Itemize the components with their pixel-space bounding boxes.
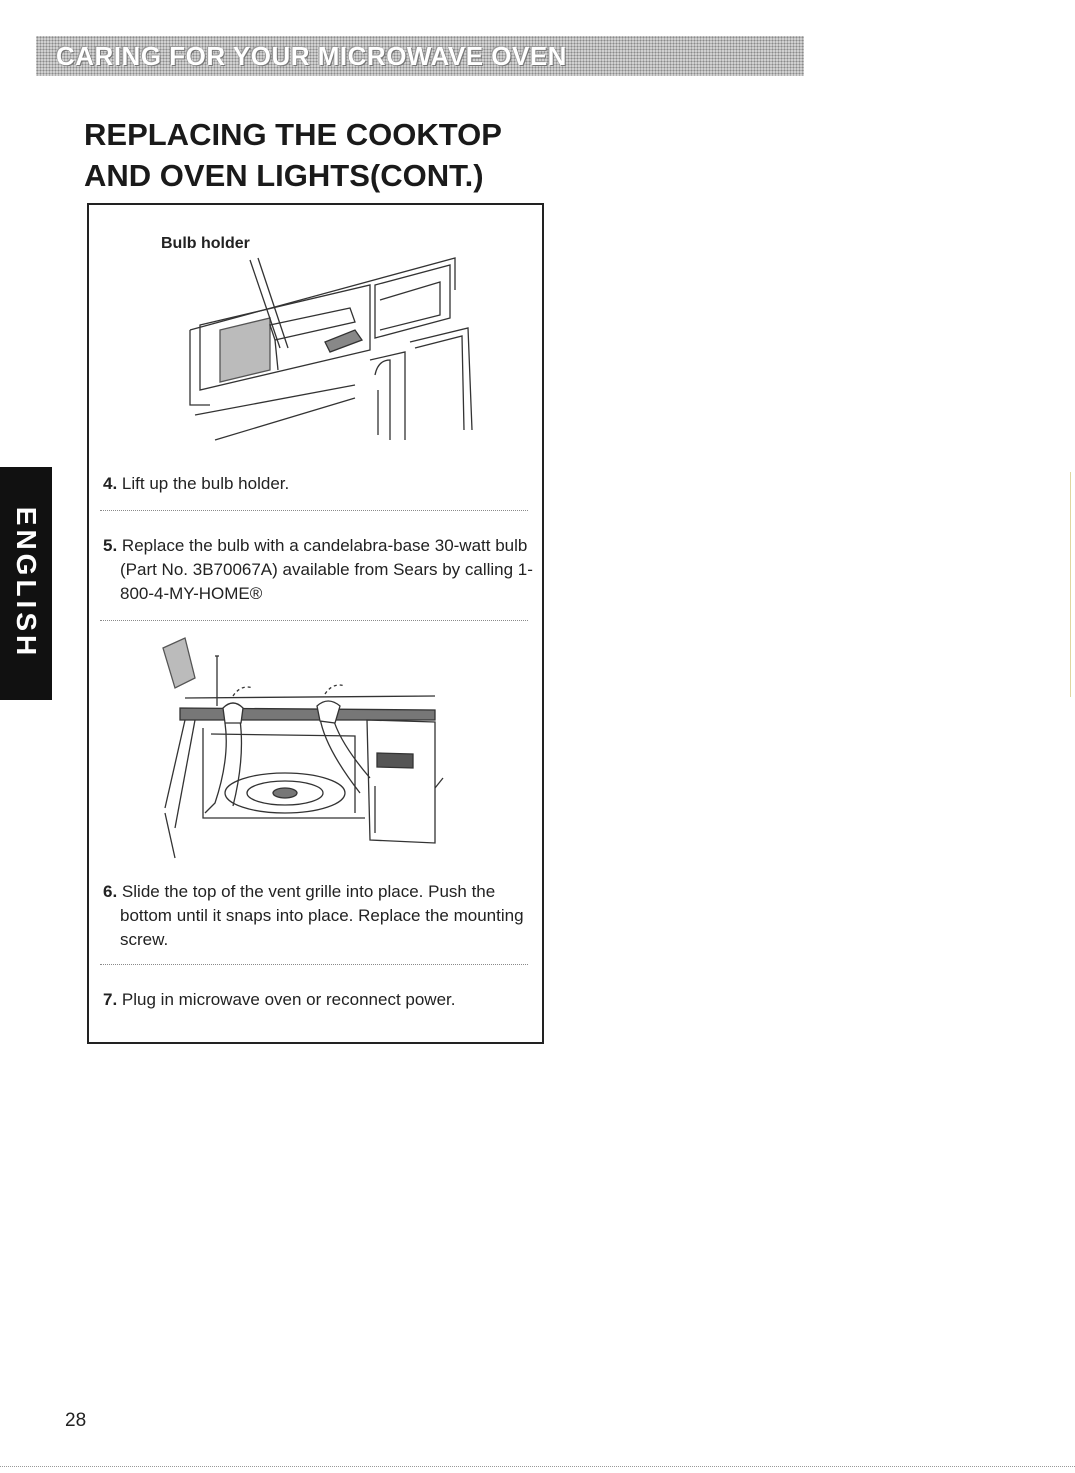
- vent-grille-illustration: [145, 628, 455, 868]
- step-7-text: Plug in microwave oven or reconnect power.: [121, 990, 456, 1009]
- bottom-rule: [0, 1466, 1075, 1467]
- page-title: [84, 114, 502, 196]
- step-6: [103, 880, 545, 952]
- step-7: [103, 988, 528, 1012]
- step-4: [103, 472, 528, 496]
- step-5-text: Replace the bulb with a candelabra-base 30-watt bulb (Part No. 3B70067A) available from Sears by calling 1-800-4-MY-HOME®: [120, 536, 533, 603]
- step-4-text: Lift up the bulb holder.: [121, 474, 290, 493]
- page-edge-line: [1070, 472, 1071, 697]
- bulb-holder-illustration: [150, 230, 490, 460]
- step-6-number: 6.: [103, 882, 118, 901]
- language-side-tab-label: ENGLISH: [11, 506, 42, 660]
- step-divider: [100, 510, 528, 511]
- step-divider: [100, 620, 528, 621]
- section-header-title: CARING FOR YOUR MICROWAVE OVEN: [56, 41, 567, 71]
- step-divider: [100, 964, 528, 965]
- bulb-holder-label: Bulb holder: [161, 235, 250, 252]
- step-6-text: Slide the top of the vent grille into place. Push the bottom until it snaps into place. Replace the mounting screw.: [120, 882, 524, 949]
- step-5: [103, 534, 545, 606]
- page-number: 28: [65, 1410, 87, 1431]
- step-5-number: 5.: [103, 536, 118, 555]
- step-7-number: 7.: [103, 990, 118, 1009]
- step-4-number: 4.: [103, 474, 118, 493]
- page-title-line-2: AND OVEN LIGHTS(CONT.): [84, 158, 484, 193]
- page-title-line-1: REPLACING THE COOKTOP: [84, 117, 502, 152]
